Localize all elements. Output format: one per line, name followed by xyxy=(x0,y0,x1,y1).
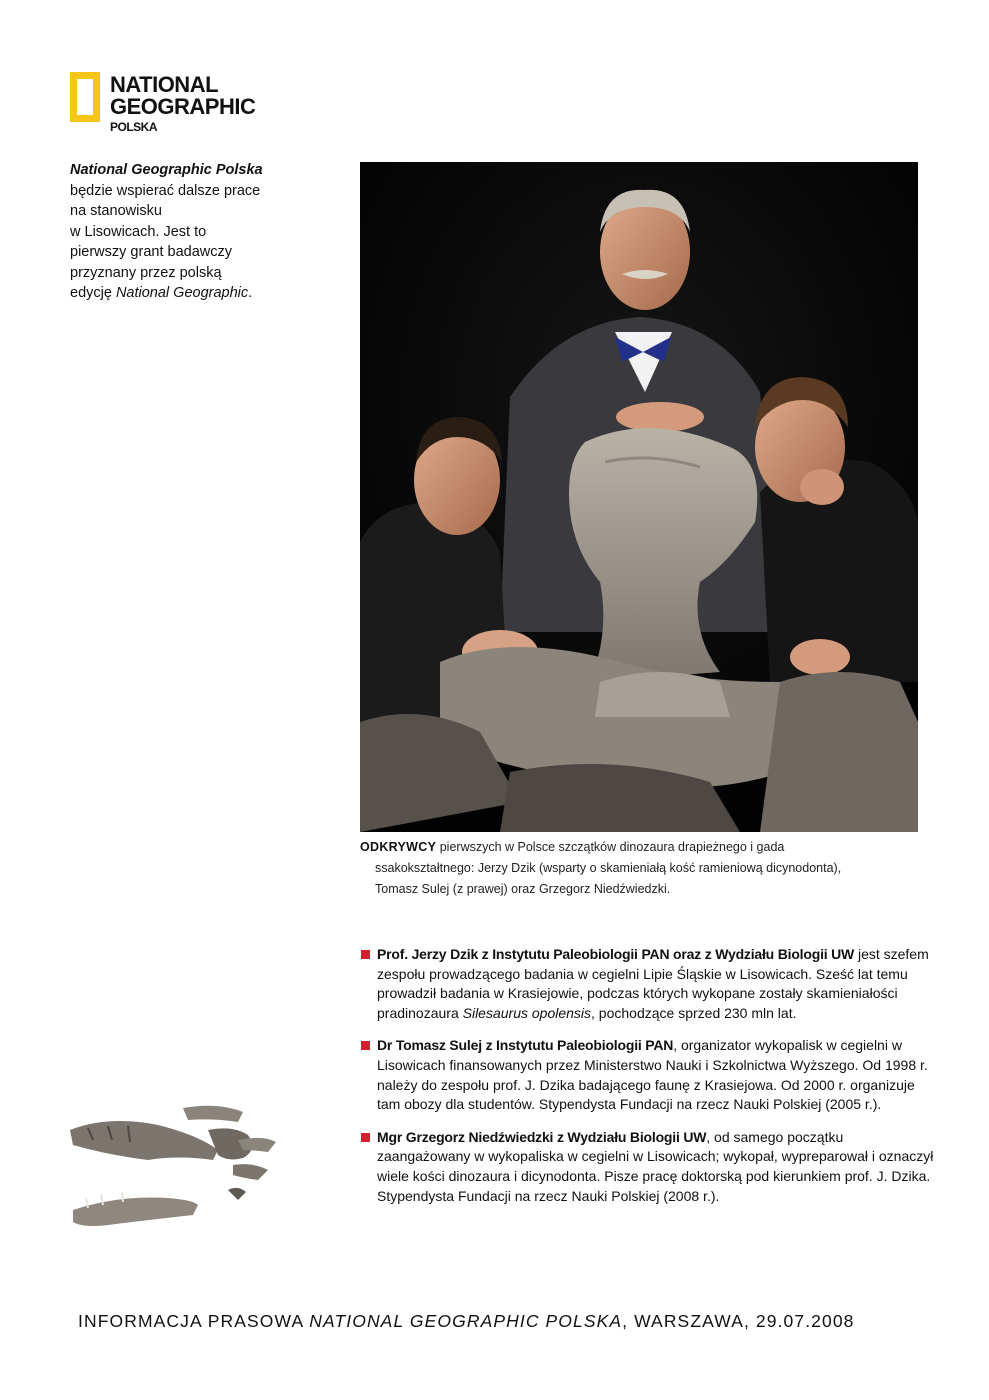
caption-line: Tomasz Sulej (z prawej) oraz Grzegorz Niedźwiedzki. xyxy=(375,882,671,896)
bio-name: Dr Tomasz Sulej z Instytutu Paleobiologii PAN xyxy=(377,1037,674,1054)
bio-item xyxy=(360,945,940,1023)
intro-line: na stanowisku xyxy=(70,203,162,219)
researcher-bios xyxy=(360,945,940,1219)
intro-line: przyznany przez polską xyxy=(70,264,222,281)
intro-line-end: . xyxy=(248,285,253,301)
logo-line-national: NATIONAL xyxy=(110,72,219,97)
bio-name: Prof. Jerzy Dzik z Instytutu Paleobiologii PAN oraz z Wydziału Biologii UW xyxy=(377,946,855,962)
red-square-bullet-icon xyxy=(361,1041,370,1050)
footer-brand: NATIONAL GEOGRAPHIC POLSKA xyxy=(309,1311,623,1331)
bio-text-end: , pochodzące sprzed 230 mln lat. xyxy=(591,1004,797,1021)
intro-title: National Geographic Polska xyxy=(70,162,263,178)
press-release-footer xyxy=(78,1311,855,1332)
logo-wordmark xyxy=(110,74,255,135)
bio-name: Mgr Grzegorz Niedźwiedzki z Wydziału Biologii UW xyxy=(377,1128,707,1145)
intro-line: pierwszy grant badawczy xyxy=(70,244,232,260)
intro-line: edycję xyxy=(70,285,116,301)
intro-paragraph xyxy=(70,160,310,304)
fossil-jaw-image xyxy=(68,1100,283,1240)
intro-line: w Lisowicach. Jest to xyxy=(70,223,207,240)
caption-lead: ODKRYWCY xyxy=(360,840,437,854)
fossil-skull-icon xyxy=(68,1100,283,1240)
red-square-bullet-icon xyxy=(361,950,370,959)
logo-line-polska: POLSKA xyxy=(110,120,158,134)
bio-text: , organizator wykopalisk w cegielni w Lisowicach finansowanych przez Ministerstwo Nauki i Szkolnictwa Wyższego. Od 1998 r. należy do zespołu prof. J. Dzika badającego faunę z Krasiejowa. Od 2000 r. organizuje tam obozy dla studentów. Stypendysta Fundacji na rzecz Nauki Polskiej (2005 r.). xyxy=(377,1037,928,1113)
photo-caption xyxy=(360,837,930,900)
intro-italic-brand: National Geographic xyxy=(115,285,249,301)
national-geographic-logo xyxy=(70,70,270,140)
bio-item xyxy=(360,1036,940,1114)
logo-line-geographic: GEOGRAPHIC xyxy=(110,94,256,119)
bio-text: , od samego początku zaangażowany w wykopaliska w cegielni w Lisowicach; wykopał, wypreparował i oznaczył wiele kości dinozaura i dicynodonta. Pisze pracę doktorską pod kierunkiem prof. J. Dzika. Stypendysta Fundacji na rzecz Nauki Polskiej (2008 r.). xyxy=(377,1128,934,1204)
red-square-bullet-icon xyxy=(361,1133,370,1142)
yellow-border-icon xyxy=(70,72,100,122)
footer-suffix: , WARSZAWA, 29.07.2008 xyxy=(622,1311,855,1331)
bio-text: jest szefem zespołu prowadzącego badania w cegielni Lipie Śląskie w Lisowicach. Sześć lat temu prowadził badania w Krasiejowie, podczas których wykopane zostały skamieniałości pradinozaura xyxy=(377,946,929,1021)
caption-line: pierwszych w Polsce szczątków dinozaura drapieżnego i gada xyxy=(436,840,785,854)
team-photo xyxy=(360,162,918,832)
footer-prefix: INFORMACJA PRASOWA xyxy=(78,1311,310,1331)
species-name: Silesaurus opolensis xyxy=(462,1004,592,1021)
caption-line: ssakokształtnego: Jerzy Dzik (wsparty o skamieniałą kość ramieniową dicynodonta), xyxy=(375,861,842,875)
bio-item xyxy=(360,1128,940,1206)
photo-of-three-paleontologists-with-fossils-icon xyxy=(360,162,918,832)
intro-line: będzie wspierać dalsze prace xyxy=(70,182,261,199)
